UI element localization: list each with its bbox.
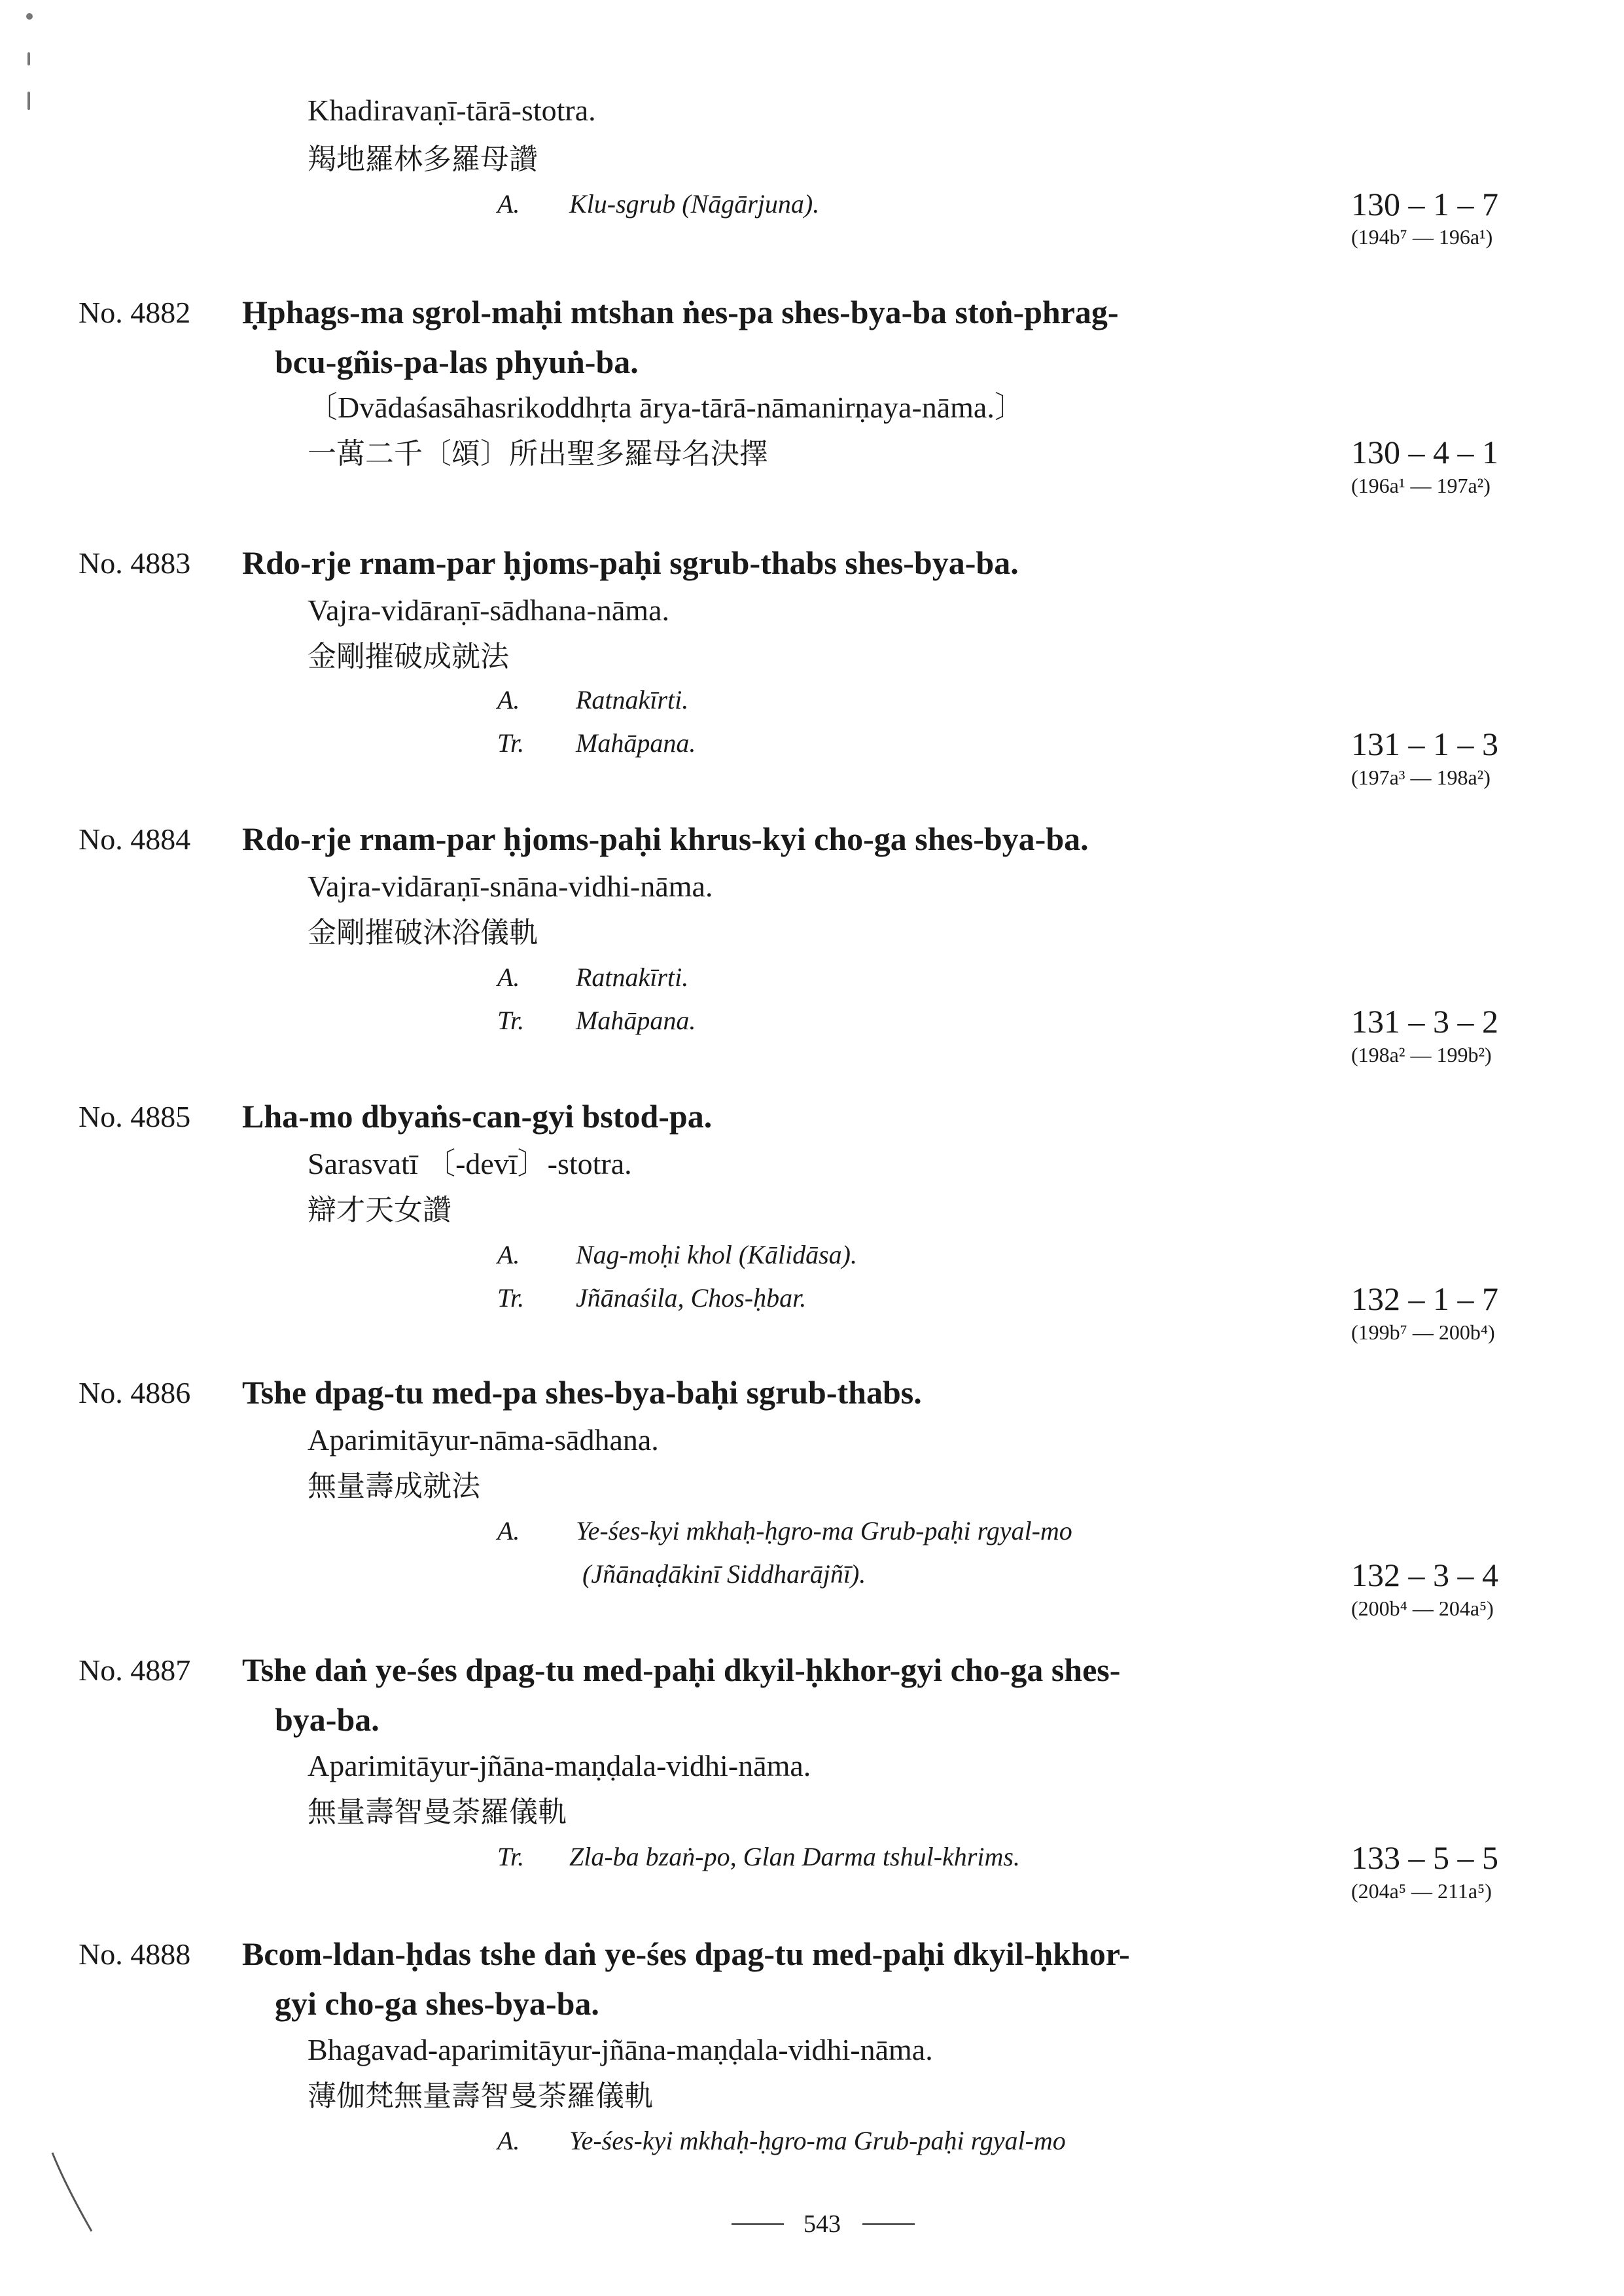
entry-sanskrit: Khadiravaṇī-tārā-stotra. (308, 94, 596, 127)
folio-range: (200b⁴ — 204a⁵) (1351, 1597, 1494, 1620)
entry-title: Rdo-rje rnam-par ḥjoms-paḥi sgrub-thabs shes-bya-ba. (242, 544, 1019, 581)
credit-role: Tr. (497, 728, 525, 758)
scan-speck (27, 52, 30, 65)
credit-name: Klu-sgrub (Nāgārjuna). (569, 189, 820, 219)
credit-role: Tr. (497, 1006, 525, 1035)
credit-name: Ratnakīrti. (576, 963, 689, 992)
scan-speck (26, 13, 33, 20)
volume-reference: 133 – 5 – 5 (1351, 1839, 1498, 1876)
volume-reference: 131 – 1 – 3 (1351, 726, 1498, 762)
page-number-rule-left (732, 2223, 784, 2225)
entry-sanskrit: Bhagavad-aparimitāyur-jñāna-maṇḍala-vidhi-nāma. (308, 2033, 933, 2066)
volume-reference: 130 – 1 – 7 (1351, 186, 1498, 222)
volume-reference: 132 – 3 – 4 (1351, 1557, 1498, 1593)
credit-name: Jñānaśila, Chos-ḥbar. (576, 1283, 807, 1313)
credit-role: Tr. (497, 1283, 525, 1313)
credit-name: Ratnakīrti. (576, 685, 689, 715)
entry-chinese: 金剛摧破成就法 (308, 640, 509, 673)
entry-title: Rdo-rje rnam-par ḥjoms-paḥi khrus-kyi cho-ga shes-bya-ba. (242, 821, 1089, 857)
pen-mark (46, 2146, 98, 2238)
entry-sanskrit: Sarasvatī 〔-devī〕-stotra. (308, 1147, 632, 1180)
entry-title: bya-ba. (275, 1701, 380, 1738)
page-number: 543 (803, 2210, 841, 2238)
entry-chinese: 無量壽成就法 (308, 1470, 480, 1503)
entry-chinese: 無量壽智曼荼羅儀軌 (308, 1795, 567, 1829)
entry-number: No. 4884 (79, 822, 191, 856)
credit-name: Ye-śes-kyi mkhaḥ-ḥgro-ma Grub-paḥi rgyal-mo (569, 2126, 1066, 2155)
credit-name: (Jñānaḍākinī Siddharājñī). (582, 1559, 866, 1589)
entry-title: Lha-mo dbyaṅs-can-gyi bstod-pa. (242, 1098, 713, 1135)
credit-role: Tr. (497, 1842, 525, 1871)
credit-role: A. (497, 963, 520, 992)
entry-sanskrit: 〔Dvādaśasāhasrikoddhṛta ārya-tārā-nāmanirṇaya-nāma.〕 (308, 391, 1025, 424)
credit-name: Mahāpana. (576, 728, 696, 758)
credit-name: Ye-śes-kyi mkhaḥ-ḥgro-ma Grub-paḥi rgyal-mo (576, 1516, 1072, 1545)
entry-title: bcu-gñis-pa-las phyuṅ-ba. (275, 344, 639, 380)
credit-role: A. (497, 189, 520, 219)
entry-sanskrit: Aparimitāyur-nāma-sādhana. (308, 1423, 659, 1457)
entry-number: No. 4887 (79, 1653, 191, 1687)
volume-reference: 130 – 4 – 1 (1351, 434, 1498, 470)
scan-speck (27, 92, 30, 110)
folio-range: (198a² — 199b²) (1351, 1043, 1492, 1067)
entry-title: Ḥphags-ma sgrol-maḥi mtshan ṅes-pa shes-bya-ba stoṅ-phrag- (242, 294, 1119, 330)
folio-range: (204a⁵ — 211a⁵) (1351, 1879, 1492, 1903)
entry-chinese: 羯地羅林多羅母讚 (308, 143, 538, 176)
entry-title: Tshe daṅ ye-śes dpag-tu med-paḥi dkyil-ḥkhor-gyi cho-ga shes- (242, 1651, 1121, 1688)
entry-title: gyi cho-ga shes-bya-ba. (275, 1985, 599, 2022)
entry-chinese: 辯才天女讚 (308, 1193, 451, 1227)
credit-name: Zla-ba bzaṅ-po, Glan Darma tshul-khrims. (569, 1842, 1020, 1871)
entry-number: No. 4886 (79, 1376, 191, 1409)
entry-sanskrit: Aparimitāyur-jñāna-maṇḍala-vidhi-nāma. (308, 1749, 811, 1782)
credit-role: A. (497, 1516, 520, 1545)
credit-role: A. (497, 1240, 520, 1269)
entry-title: Tshe dpag-tu med-pa shes-bya-baḥi sgrub-thabs. (242, 1374, 922, 1411)
credit-name: Mahāpana. (576, 1006, 696, 1035)
volume-reference: 131 – 3 – 2 (1351, 1003, 1498, 1040)
entry-number: No. 4883 (79, 546, 191, 580)
volume-reference: 132 – 1 – 7 (1351, 1280, 1498, 1317)
entry-number: No. 4885 (79, 1100, 191, 1133)
credit-name: Nag-moḥi khol (Kālidāsa). (576, 1240, 857, 1269)
page-number-rule-right (862, 2223, 915, 2225)
entry-chinese: 一萬二千〔頌〕所出聖多羅母名決擇 (308, 437, 768, 470)
entry-sanskrit: Vajra-vidāraṇī-snāna-vidhi-nāma. (308, 870, 713, 903)
entry-title: Bcom-ldan-ḥdas tshe daṅ ye-śes dpag-tu med-paḥi dkyil-ḥkhor- (242, 1935, 1130, 1972)
folio-range: (199b⁷ — 200b⁴) (1351, 1320, 1495, 1344)
folio-range: (196a¹ — 197a²) (1351, 474, 1491, 497)
entry-number: No. 4888 (79, 1937, 191, 1971)
credit-role: A. (497, 685, 520, 715)
entry-number: No. 4882 (79, 296, 191, 329)
entry-chinese: 薄伽梵無量壽智曼荼羅儀軌 (308, 2079, 653, 2113)
folio-range: (197a³ — 198a²) (1351, 766, 1491, 789)
entry-sanskrit: Vajra-vidāraṇī-sādhana-nāma. (308, 593, 669, 627)
entry-chinese: 金剛摧破沐浴儀軌 (308, 916, 538, 949)
folio-range: (194b⁷ — 196a¹) (1351, 225, 1493, 249)
credit-role: A. (497, 2126, 520, 2155)
